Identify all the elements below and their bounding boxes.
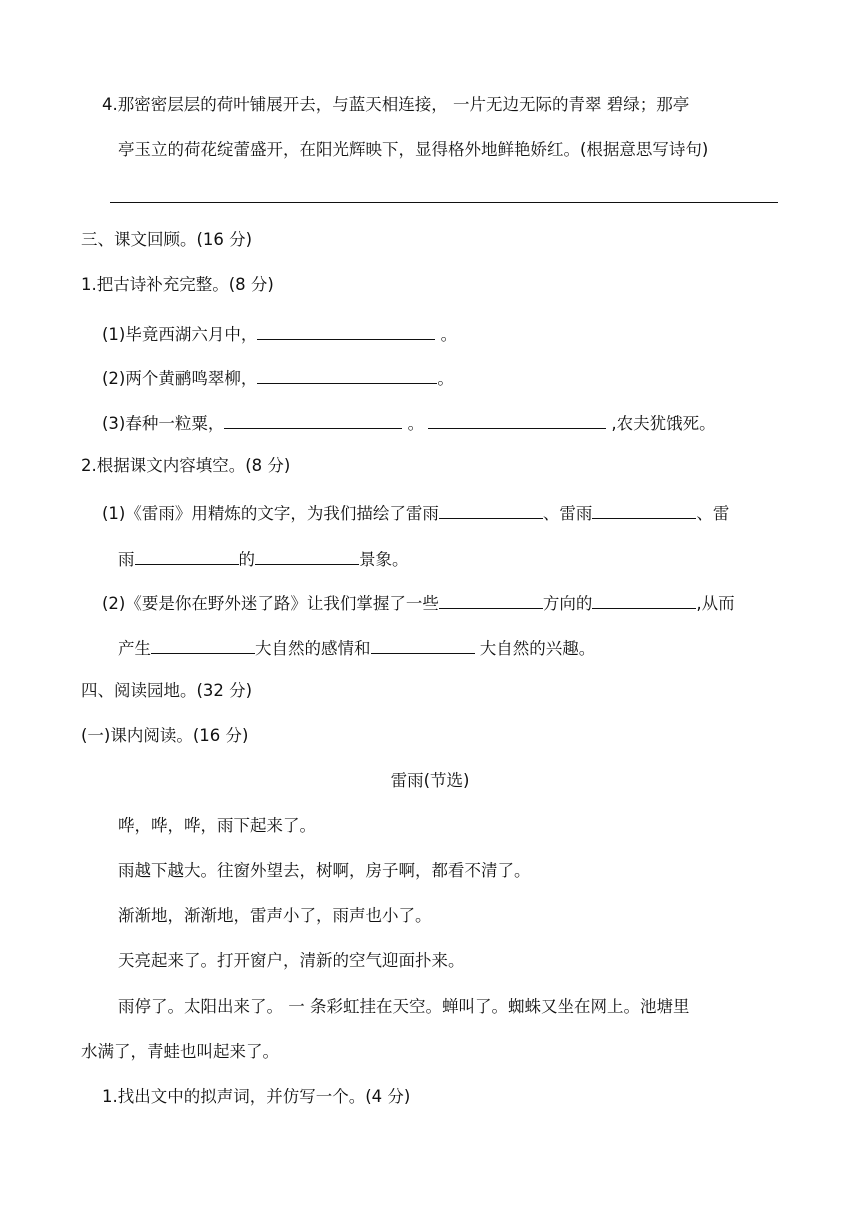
fill-1-line-2 [118, 546, 409, 571]
passage-title: 雷雨(节选) [390, 771, 470, 790]
poem-1-prefix: (1)毕竟西湖六月中， [102, 325, 258, 344]
poem-2-suffix: 。 [437, 369, 454, 388]
passage-paragraph-3: 渐渐地，渐渐地，雷声小了，雨声也小了。 [118, 906, 432, 925]
fill-2-blank-1[interactable] [439, 590, 543, 609]
poem-3-blank-2[interactable] [428, 410, 606, 429]
fill-2-text-d: 产生 [118, 639, 151, 658]
passage-paragraph-5-line-1: 雨停了。太阳出来了。 一 条彩虹挂在天空。蝉叫了。蜘蛛又坐在网上。池塘里 [118, 997, 690, 1016]
fill-1-blank-2[interactable] [592, 500, 696, 519]
section-3-question-1: 1.把古诗补充完整。(8 分) [81, 275, 274, 294]
poem-1-suffix: 。 [435, 325, 458, 344]
fill-1-text-d: 雨 [118, 550, 135, 569]
fill-1-text-b: 、雷雨 [542, 504, 593, 523]
question-4-line-1: 4.那密密层层的荷叶铺展开去，与蓝天相连接， 一片无边无际的青翠 碧绿；那亭 [102, 95, 690, 114]
passage-paragraph-4: 天亮起来了。打开窗户，清新的空气迎面扑来。 [118, 951, 465, 970]
fill-1-text-e: 的 [238, 550, 255, 569]
poem-fill-1 [102, 321, 457, 346]
poem-2-blank[interactable] [257, 365, 437, 384]
section-3-question-2: 2.根据课文内容填空。(8 分) [81, 456, 291, 475]
reading-question-1: 1.找出文中的拟声词，并仿写一个。(4 分) [102, 1087, 411, 1106]
passage-paragraph-5-line-2: 水满了，青蛙也叫起来了。 [81, 1042, 279, 1061]
fill-2-line-2 [118, 635, 595, 660]
poem-fill-3 [102, 410, 716, 435]
fill-1-text-a: (1)《雷雨》用精炼的文字，为我们描绘了雷雨 [102, 504, 439, 523]
fill-1-blank-4[interactable] [255, 546, 359, 565]
fill-2-line-1 [102, 590, 735, 615]
passage-paragraph-1: 哗，哗，哗，雨下起来了。 [118, 816, 316, 835]
fill-2-text-a: (2)《要是你在野外迷了路》让我们掌握了一些 [102, 594, 439, 613]
section-4-subtitle: (一)课内阅读。(16 分) [81, 726, 249, 745]
fill-2-text-b: 方向的 [542, 594, 593, 613]
poem-3-suffix: ,农夫犹饿死。 [606, 414, 716, 433]
poem-3-prefix: (3)春种一粒粟， [102, 414, 225, 433]
fill-1-blank-3[interactable] [135, 546, 239, 565]
section-4-title: 四、阅读园地。(32 分) [81, 681, 253, 700]
section-3-title: 三、课文回顾。(16 分) [81, 230, 253, 249]
poem-1-blank[interactable] [257, 321, 435, 340]
question-4-line-2: 亭玉立的荷花绽蕾盛开，在阳光辉映下，显得格外地鲜艳娇红。(根据意思写诗句) [118, 140, 709, 159]
fill-2-text-c: ,从而 [696, 594, 735, 613]
answer-line[interactable] [110, 202, 778, 203]
fill-1-text-c: 、雷 [696, 504, 730, 523]
fill-1-line-1 [102, 500, 729, 525]
fill-2-blank-4[interactable] [371, 635, 475, 654]
fill-2-text-e: 大自然的感情和 [255, 639, 371, 658]
poem-3-blank-1[interactable] [224, 410, 402, 429]
fill-2-blank-3[interactable] [151, 635, 255, 654]
poem-3-mid: 。 [402, 414, 425, 433]
fill-1-text-f: 景象。 [359, 550, 409, 569]
passage-paragraph-2: 雨越下越大。往窗外望去，树啊，房子啊，都看不清了。 [118, 861, 531, 880]
poem-2-prefix: (2)两个黄鹂鸣翠柳， [102, 369, 258, 388]
poem-fill-2 [102, 365, 454, 390]
fill-1-blank-1[interactable] [439, 500, 543, 519]
fill-2-text-f: 大自然的兴趣。 [474, 639, 596, 658]
fill-2-blank-2[interactable] [592, 590, 696, 609]
